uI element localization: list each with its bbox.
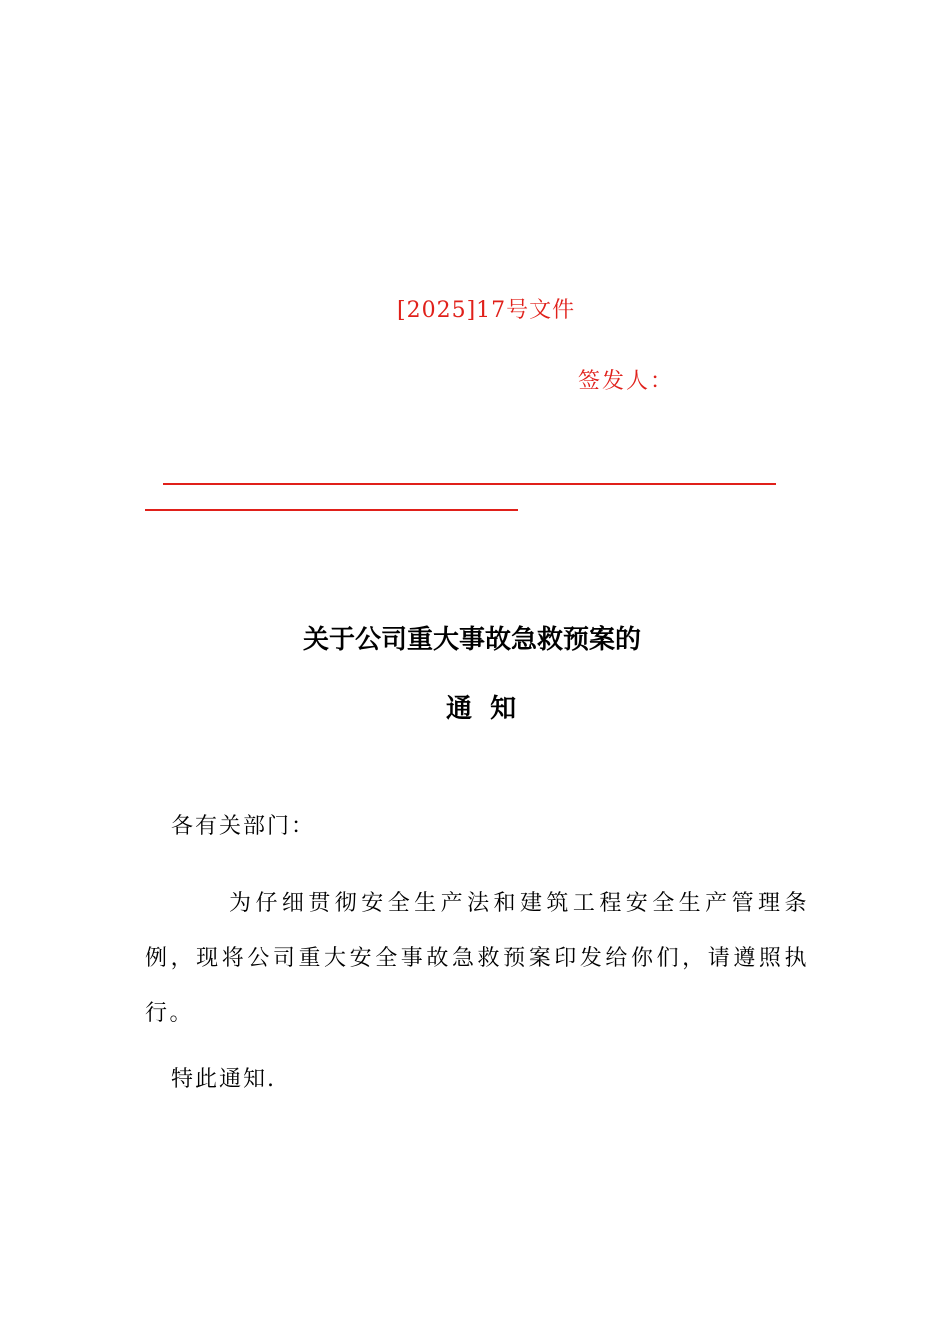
body-paragraph: 为仔细贯彻安全生产法和建筑工程安全生产管理条例，现将公司重大安全事故急救预案印发给你们，请遵照执行。: [145, 891, 809, 1026]
salutation: 各有关部门：: [171, 814, 316, 839]
signer-label: 签发人：: [578, 369, 675, 394]
red-divider-line-short: [145, 509, 518, 511]
document-number: [2025]17号文件: [397, 298, 576, 323]
notice-title-word: 通 知: [446, 694, 517, 724]
notice-title: 关于公司重大事故急救预案的: [303, 625, 642, 655]
closing-line: 特此通知.: [171, 1067, 276, 1092]
red-divider-line: [163, 483, 776, 485]
